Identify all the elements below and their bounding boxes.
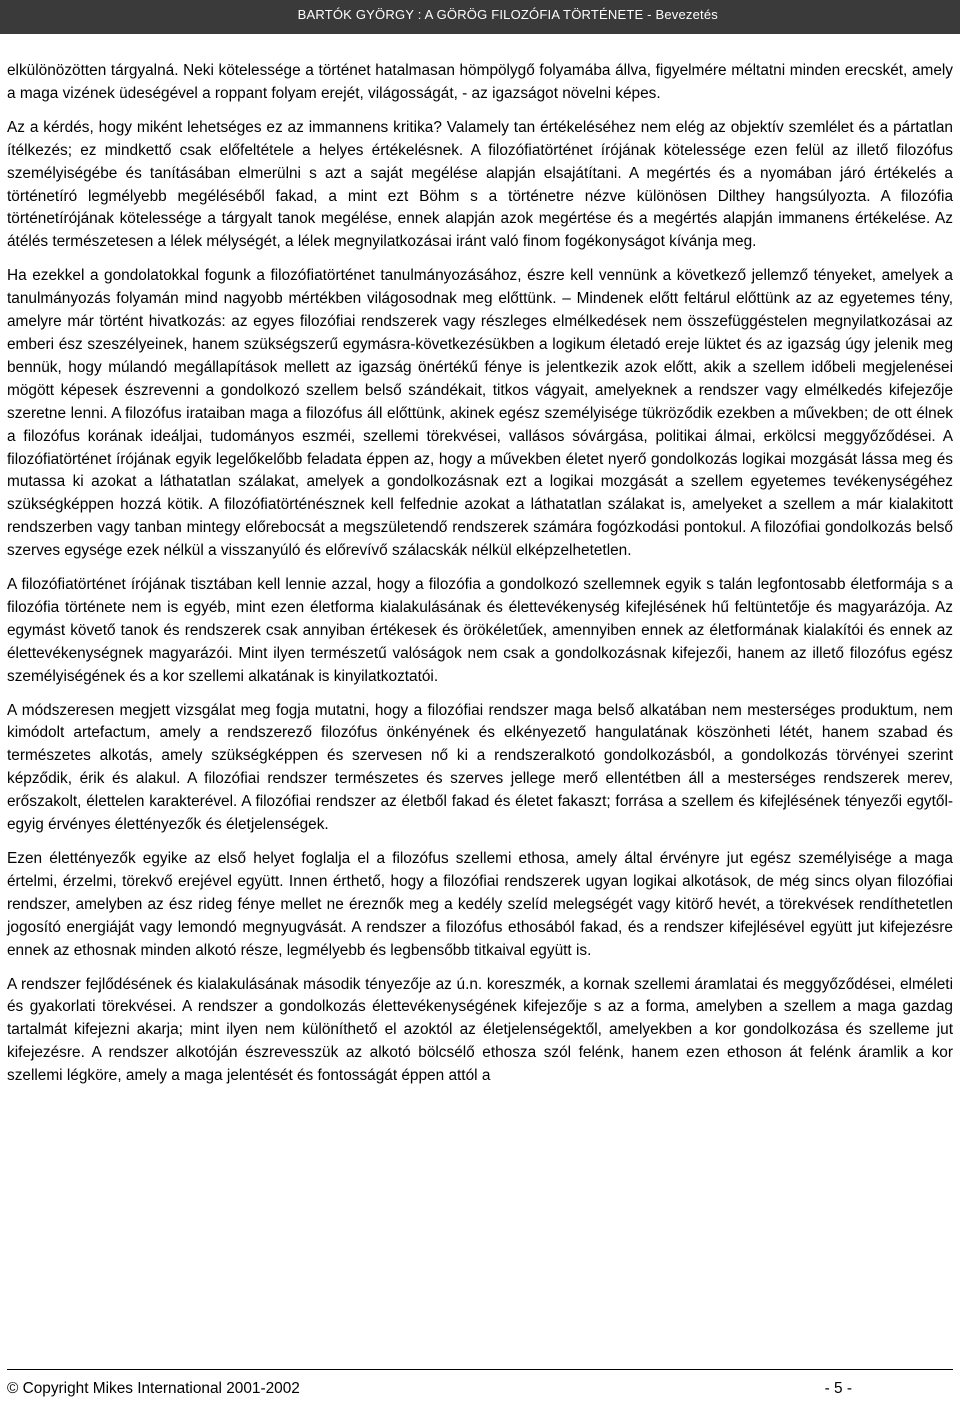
paragraph: Ha ezekkel a gondolatokkal fogunk a filozófiatörténet tanulmányozásához, észre kell vennünk a következő jellemző tényeket, amelyek a tanulmányozás folyamán mind nagyobb mértékben világosodnak meg előttünk. – Mindenek előtt feltárul előttünk az az egyetemes tény, amelyre már történt hivatkozás: az egyes filozófiai rendszerek vagy részleges elmélkedések nem összefüggéstelen megnyilatkozásai az emberi ész szeszélyeinek, hanem szükségszerű egymásra-következésükben a logikum életadó ereje lüktet és az igazság úgy jelenik meg bennük, hogy múlandó megállapítások mellett az igazság önértékű fénye is jelentkezik azok előtt, akik a szellem időbeli megjelenései mögött képesek észrevenni a gondolkozó szellem belső szándékait, titkos vágyait, amelyeknek a rendszer vagy elmélkedés kifejezője szeretne lenni. A filozófus irataiban maga a filozófus áll előttünk, akinek egész személyisége tükröződik ezekben a művekben; de ott élnek a filozófus korának ideáljai, tudományos eszméi, szellemi törekvései, vallásos sóvárgása, politikai álmai, erkölcsi meggyőződései. A filozófiatörténet írójának egyik legelőkelőbb feladata éppen az, hogy a művekben életet nyerő gondolkozás logikai mozgását lássa meg és mutassa ki azokat a láthatatlan szálakat, amelyek a gondolkozásnak ezt a logikai mozgását a szellem egyetemes tevékenységéhez szükségképpen hozzá kötik. A filozófiatörténésznek kell felfednie azokat a láthatatlan szálakat is, amelyeket a szellem a már kialakitott rendszerben vagy tanban mintegy előrebocsát a megszületendő rendszerek számára fogózkodási pontokul. A filozófiai gondolkozás belső szerves egysége ezek nélkül a visszanyúló és előrevívő szálacskák nélkül elképzelhetetlen. (7, 267, 953, 560)
page-header (0, 0, 960, 34)
paragraph: A filozófiatörténet írójának tisztában kell lennie azzal, hogy a filozófia a gondolkozó szellemnek egyik s talán legfontosabb életformája s a filozófia története nem is egyéb, mint ezen életforma kialakulásának és élettevékenység kifejlésének hű feltüntetője és magyarázója. Az egymást követő tanok és rendszerek csak annyiban értékesek és örökéletűek, amennyiben ennek az életformának kialakítói és ennek az élettevékenységnek magyarázói. Mint ilyen természetű valóságok nem csak a gondolkozásnak kifejezői, hanem az illető filozófus egész személyiségének és a kor szellemi alkatának is kinyilatkoztatói. (7, 576, 953, 685)
document-body (7, 60, 953, 1099)
paragraph: A rendszer fejlődésének és kialakulásának második tényezője az ú.n. koreszmék, a kornak szellemi áramlatai és meggyőződései, elméleti és gyakorlati törekvései. A rendszer a gondolkozás élettevékenységének kifejezője s az a forma, amelyben a szellem a maga gazdag tartalmát kifejezni akarja; mint ilyen nem különíthető el azoktól az életjelenségektől, amelyekben a kor gondolkozása és szelleme jut kifejezésre. A rendszer alkotóján észrevesszük az alkotó bölcsélő ethosza szól felénk, hanem ezen ethoson át felénk áramlik a kor szellemi légköre, amely a maga jelentését és fontosságát éppen attól a (7, 975, 953, 1085)
page-number: - 5 - (824, 1380, 852, 1397)
paragraph: Az a kérdés, hogy miként lehetséges ez az immannens kritika? Valamely tan értékeléséhez nem elég az objektív szemlélet és a pártatlan ítélkezés; ez mindkettő csak előfeltétele a helyes értékelésnek. A filozófiatörténet írójának kötelessége ezen felül az illető filozófus személyiségébe és tanításában elmerülni s azt a saját megélése alapján elsajátítani. A megértés és a nyomában járó értékelés a történetíró legmélyebb megéléséből fakad, a mint ezt Böhm s a történetre nézve különösen Dilthey hangsúlyozta. A filozófia történetírójának kötelessége a tárgyalt tanok megélése, ennek alapján azok megértése és a megértés alapján immanens értékelése. Az átélés természetesen a lélek mélységét, a lélek megnyilatkozásai iránt való finom fogékonyságot kívánja meg. (7, 118, 953, 251)
paragraph: elkülönözötten tárgyalná. Neki kötelessége a történet hatalmasan hömpölygő folyamába állva, figyelmére méltatni minden erecskét, amely a maga vizének üdeségével a roppant folyam erejét, világosságát, - az igazságot növelni képes. (7, 62, 953, 102)
footer-divider (7, 1369, 953, 1370)
paragraph: A módszeresen megjett vizsgálat meg fogja mutatni, hogy a filozófiai rendszer maga belső alkatában nem mesterséges produktum, nem kimódolt artefactum, amely a rendszerező filozófus önkényének és elkényezető hangulatának köszönheti létét, hanem szabad és természetes alkotás, amely szükségképpen és szervesen nő ki a rendszeralkotó gondolkozásból, a gondolkozás törvényei szerint képződik, érik és alakul. A filozófiai rendszer természetes és szerves jellege merő ellentétben áll a mesterséges rendszerek merev, erőszakolt, élettelen karakterével. A filozófiai rendszer az életből fakad és életet fakaszt; forrása a szellem és kifejlésének tényezői egytől-egyig érvényes élettényezők és életjelenségek. (7, 701, 953, 834)
footer-copyright: © Copyright Mikes International 2001-2002 (7, 1380, 300, 1397)
paragraph: Ezen élettényezők egyike az első helyet foglalja el a filozófus szellemi ethosa, amely által érvényre jut egész személyisége a maga értelmi, érzelmi, törekvő erejével együtt. Innen érthető, hogy a filozófiai rendszerek ugyan logikai alkotások, de még sincs olyan filozófiai rendszer, amelyben az ész rideg fénye mellet ne éreznők meg a kedély szelíd melegségét vagy kitörő hevét, a törekvések rendíthetetlen jogosító energiáját vagy lemondó megnyugvását. A rendszer a filozófus ethosából fakad, és a rendszer kifejlésével együtt jut kifejezésre ennek az ethosnak minden alkotó része, legmélyebb és legbensőbb titkaival együtt is. (7, 850, 953, 959)
header-title: BARTÓK GYÖRGY : A GÖRÖG FILOZÓFIA TÖRTÉNETE - Bevezetés (297, 7, 718, 22)
